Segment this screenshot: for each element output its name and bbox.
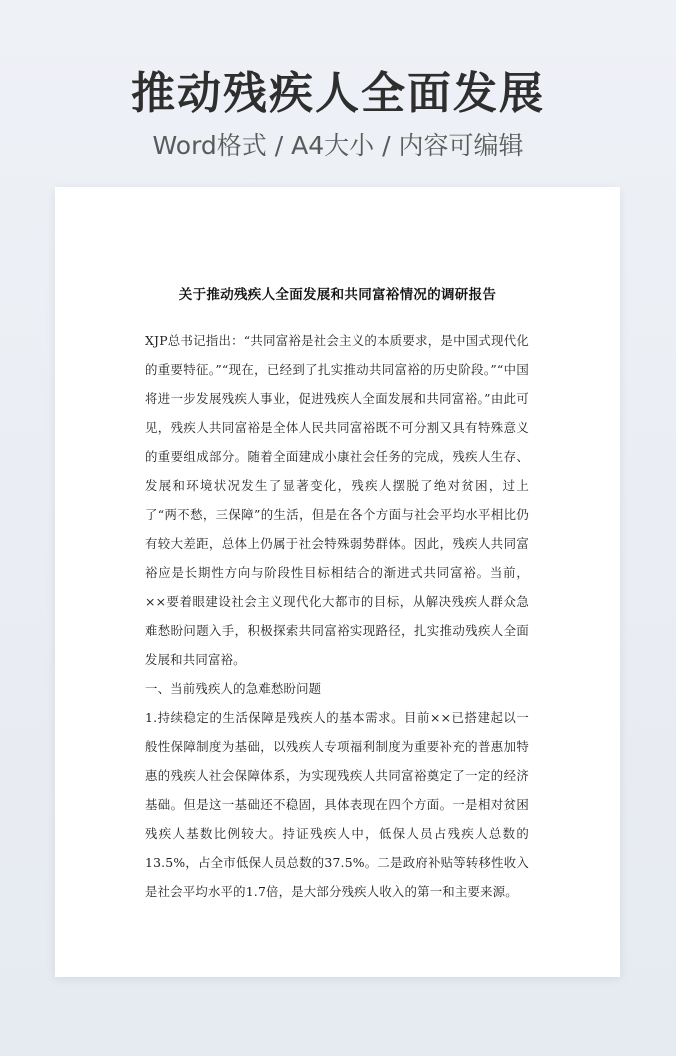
paragraph-intro: XJP总书记指出：“共同富裕是社会主义的本质要求，是中国式现代化的重要特征。”“现在，已经到了扎实推动共同富裕的历史阶段。”“中国将进一步发展残疾人事业，促进残疾人全面发展和共同富裕。”由此可见，残疾人共同富裕是全体人民共同富裕既不可分割又具有特殊意义的重要组成部分。随着全面建成小康社会任务的完成，残疾人生存、发展和环境状况发生了显著变化，残疾人摆脱了绝对贫困，过上了“两不愁，三保障”的生活，但是在各个方面与社会平均水平相比仍有较大差距，总体上仍属于社会特殊弱势群体。因此，残疾人共同富裕应是长期性方向与阶段性目标相结合的渐进式共同富裕。当前，××要着眼建设社会主义现代化大都市的目标，从解决残疾人群众急难愁盼问题入手，积极探索共同富裕实现路径，扎实推动残疾人全面发展和共同富裕。 [145,333,529,667]
banner-subtitle: Word格式 / A4大小 / 内容可编辑 [152,131,524,160]
document-body [145,326,529,906]
section-heading-1: 一、当前残疾人的急难愁盼问题 [145,681,322,696]
paragraph-1: 1.持续稳定的生活保障是残疾人的基本需求。目前××已搭建起以一般性保障制度为基础，以残疾人专项福利制度为重要补充的普惠加特惠的残疾人社会保障体系，为实现残疾人共同富裕奠定了一定的经济基础。但是这一基础还不稳固，具体表现在四个方面。一是相对贫困残疾人基数比例较大。持证残疾人中，低保人员占残疾人总数的13.5%，占全市低保人员总数的37.5%。二是政府补贴等转移性收入是社会平均水平的1.7倍，是大部分残疾人收入的第一和主要来源。 [145,710,529,899]
banner [0,62,676,164]
banner-title: 推动残疾人全面发展 [131,68,545,119]
document-page [55,187,620,977]
document-heading: 关于推动残疾人全面发展和共同富裕情况的调研报告 [178,287,497,303]
